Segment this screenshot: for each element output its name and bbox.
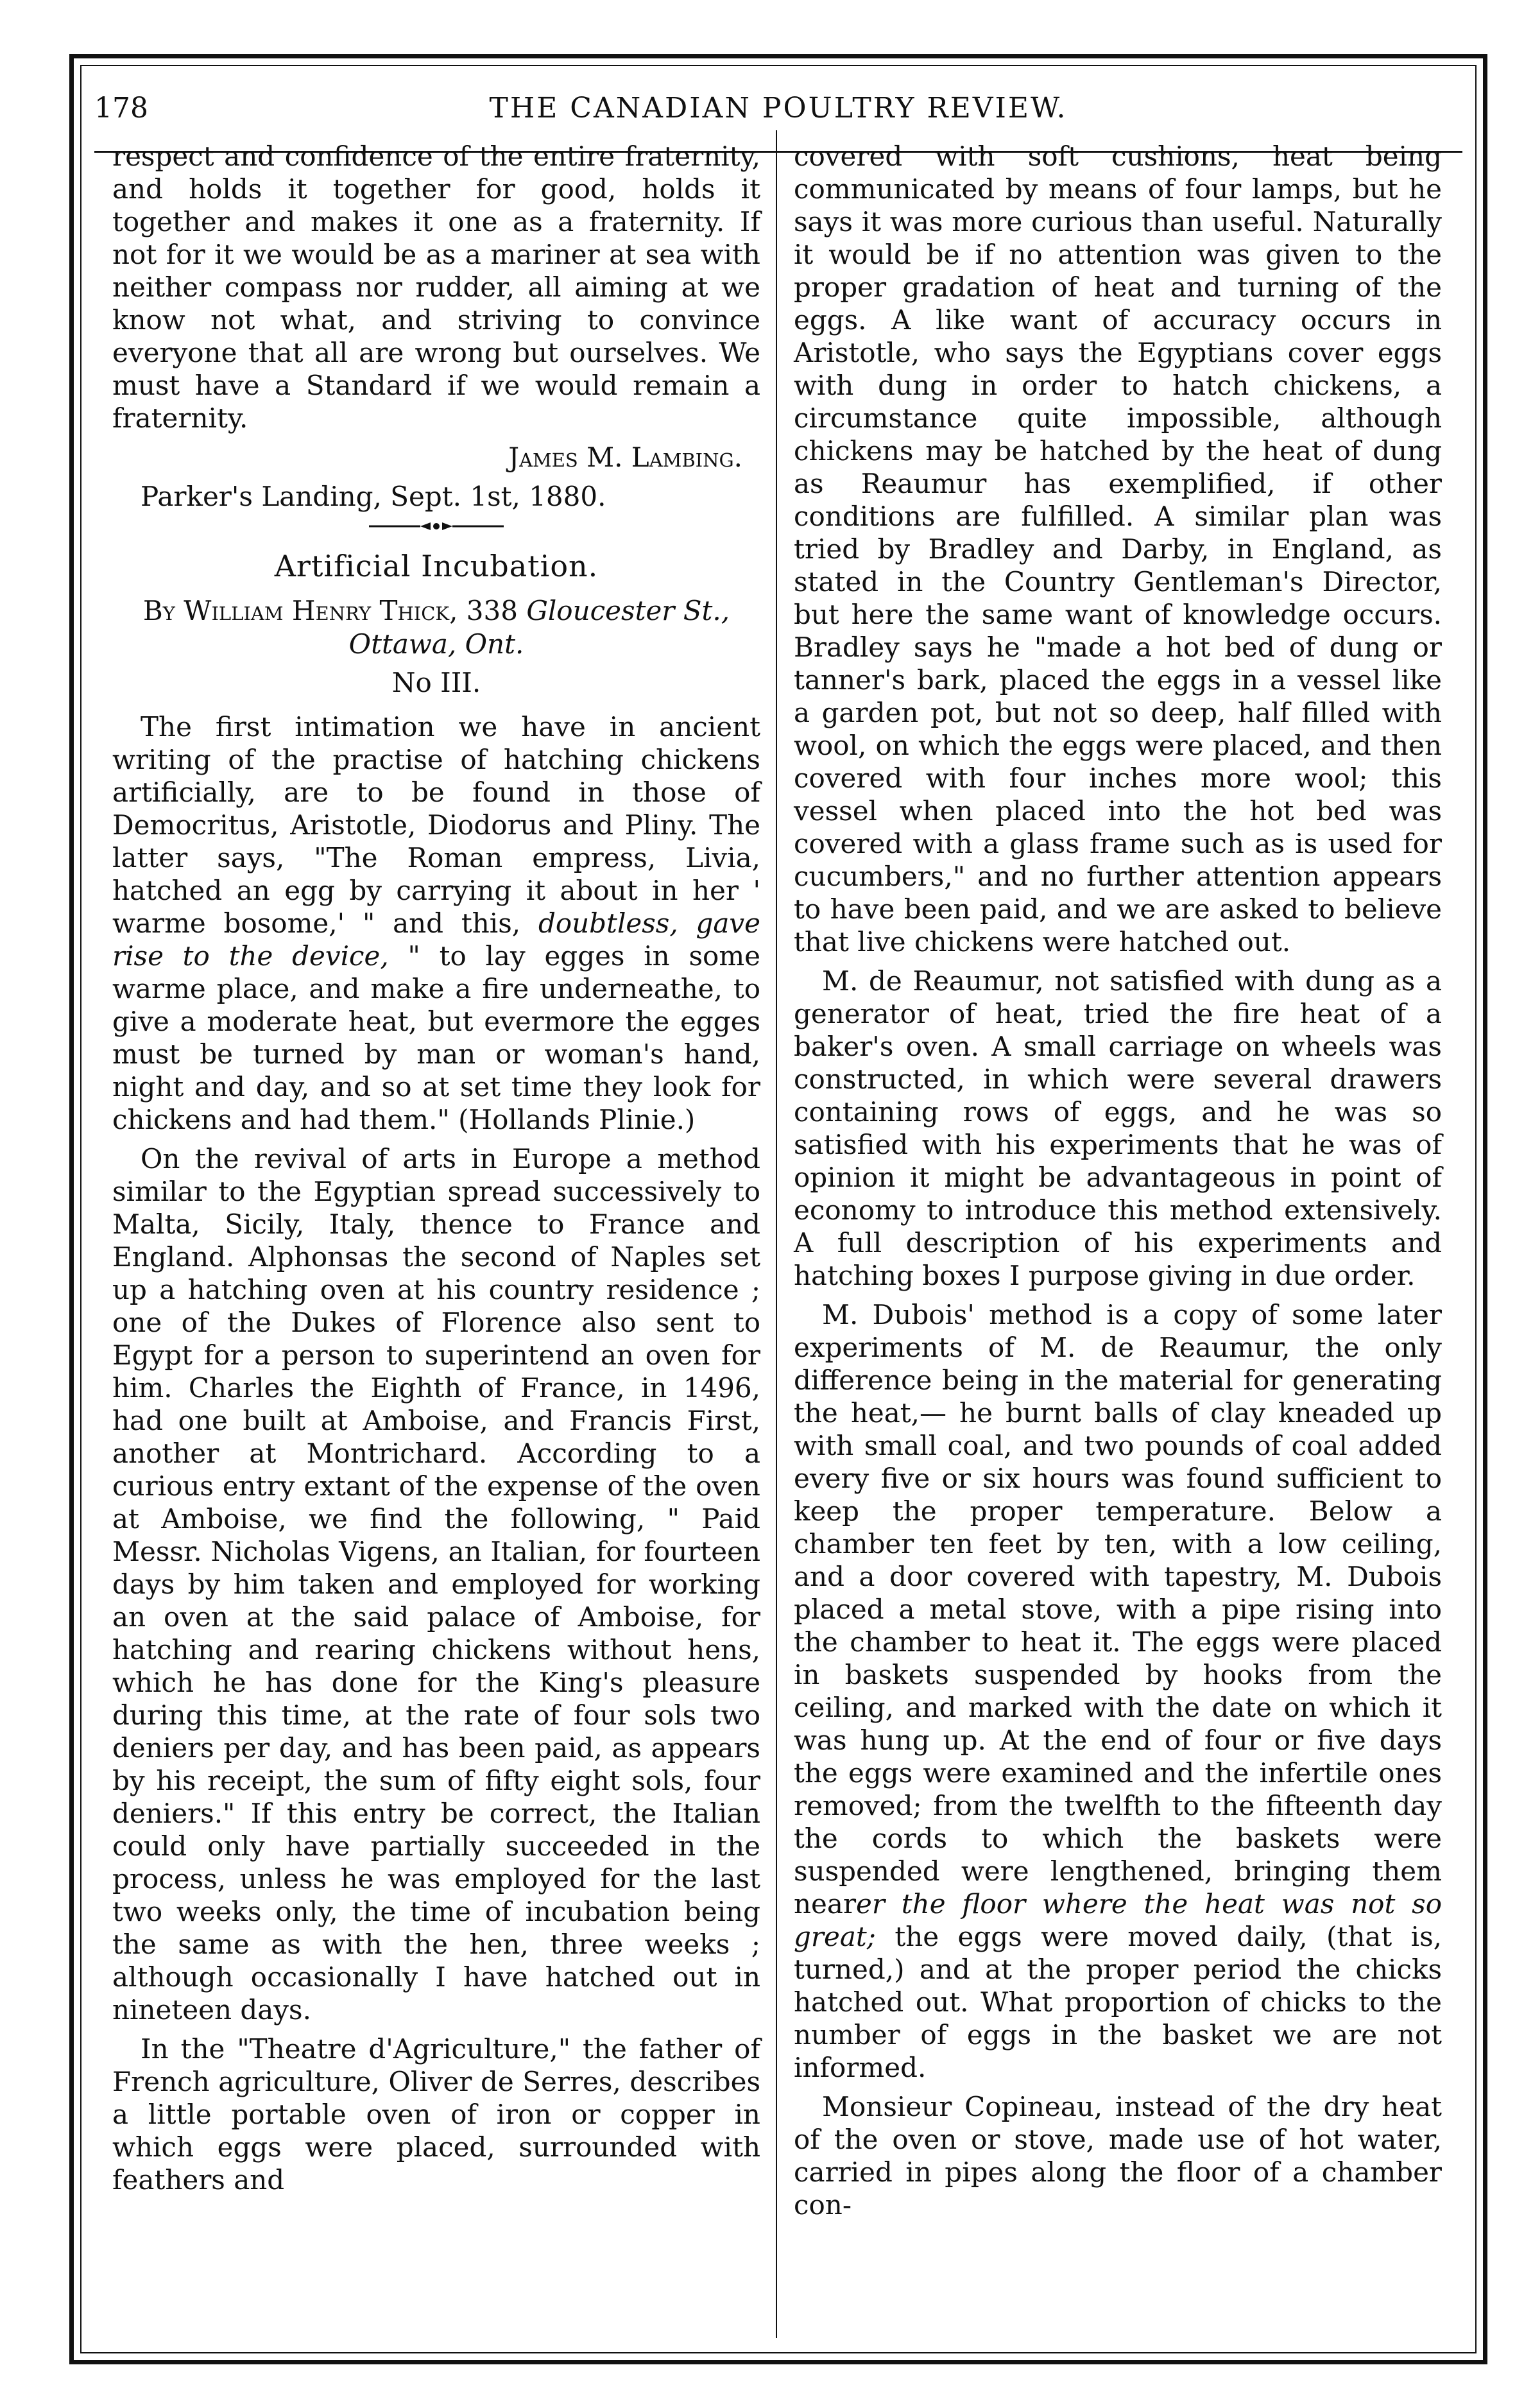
paragraph-2: On the revival of arts in Europe a method similar to the Egyptian spread successively to Malta, Sicily, Italy, thence to France and England. Alphonsas the second of Naples set up a hatching oven at his country residence ; one of the Dukes of Florence also sent to Egypt for a person to superintend an oven for him. Charles the Eighth of France, in 1496, had one built at Amboise, and Francis First, another at Montrichard. According to a curious entry extant of the expense of the oven at Amboise, we find the following, " Paid Messr. Nicholas Vigens, an Italian, for fourteen days by him taken and employed for working an oven at the said palace of Amboise, for hatching and rearing chickens without hens, which he has done for the King's pleasure during this time, at the rate of four sols two deniers per day, and has been paid, as appears by his receipt, the sum of fifty eight sols, four deniers." If this entry be correct, the Italian could only have partially succeeded in the process, unless he was employed for the last two weeks only, the time of incubation being the same as with the hen, three weeks ; although occasionally I have hatched out in nineteen days.: [112, 1143, 760, 2025]
paragraph-1: [112, 710, 760, 1136]
page-header: [94, 92, 1462, 143]
page-number: 178: [94, 92, 148, 125]
left-column: [112, 140, 760, 2203]
byline-address: Gloucester St., Ottawa, Ont.: [348, 595, 730, 660]
paragraph-continuation-right: covered with soft cushions, heat being communicated by means of four lamps, but he says it was more curious than useful. Naturally it would be if no attention was given to the proper gradation of heat and turning of the eggs. A like want of accuracy occurs in Aristotle, who says the Egyptians cover eggs with dung in order to hatch chickens, a circumstance quite impossible, although chickens may be hatched by the heat of dung as Reaumur has exemplified, if other conditions are fulfilled. A similar plan was tried by Bradley and Darby, in England, as stated in the Country Gentleman's Director, but here the same want of knowledge occurs. Bradley says he "made a hot bed of dung or tanner's bark, placed the eggs in a vessel like a garden pot, but not so deep, half filled with wool, on which the eggs were placed, and then covered with four inches more wool; this vessel when placed into the hot bed was covered with a glass frame such as is used for cucumbers," and no further attention appears to have been paid, and we are asked to believe that live chickens were hatched out.: [794, 141, 1442, 958]
paragraph-dubois-italic: er the floor where the heat was not so great;: [794, 1888, 1442, 1952]
paragraph-dubois: [794, 1298, 1442, 2084]
paragraph-1-text-a: The first intimation we have in ancient writing of the practise of hatching chickens artificially, are to be found in those of Democritus, Aristotle, Diodorus and Pliny. The latter says, "The Roman empress, Livia, hatched an egg by carrying it about in her ' warme bosome,' " and this,: [112, 711, 760, 939]
page-border: [69, 54, 1487, 2364]
column-divider: [776, 130, 777, 2338]
article-title: Artificial Incubation.: [274, 549, 599, 583]
paragraph-dubois-text-a: M. Dubois' method is a copy of some later experiments of M. de Reaumur, the only difference being in the material for generating the heat,— he burnt balls of clay kneaded up with small coal, and two pounds of coal added every five or six hours was found sufficient to keep the proper temperature. Below a chamber ten feet by ten, with a low ceiling, and a door covered with tapestry, M. Dubois placed a metal stove, with a pipe rising into the chamber to heat it. The eggs were placed in baskets suspended by hooks from the ceiling, and marked with the date on which it was hung up. At the end of four or five days the eggs were examined and the infertile ones removed; from the twelfth to the fifteenth day the cords to which the baskets were suspended were lengthened, bringing them near: [794, 1299, 1442, 1920]
signature: James M. Lambing.: [508, 442, 742, 473]
paragraph-copineau: Monsieur Copineau, instead of the dry heat of the oven or stove, made use of hot water, carried in pipes along the floor of a chamber con-: [794, 2091, 1442, 2221]
paragraph-1-italic: doubtless, gave rise to the device,: [112, 907, 761, 972]
paragraph-continuation: respect and confidence of the entire fraternity, and holds it together for good, holds it together and makes it one as a fraternity. If not for it we would be as a mariner at sea with neither compass nor rudder, all aiming at we know not what, and striving to convince everyone that all are wrong but ourselves. We must have a Standard if we would remain a fraternity.: [112, 141, 760, 434]
series-number: No III.: [391, 667, 481, 698]
paragraph-dubois-text-b: the eggs were moved daily, (that is, turned,) and at the proper period the chicks hatched out. What proportion of chicks to the number of eggs in the basket we are not informed.: [794, 1921, 1442, 2083]
ornament-divider: [112, 519, 760, 533]
right-column: [794, 140, 1442, 2228]
paragraph-reaumur: M. de Reaumur, not satisfied with dung as a generator of heat, tried the fire heat of a baker's oven. A small carriage on wheels was constructed, in which were several drawers containing rows of eggs, and he was so satisfied with his experiments that he was of opinion it might be advantageous in point of economy to introduce this method extensively. A full description of his experiments and hatching boxes I purpose giving in due order.: [794, 965, 1442, 1291]
dateline: Parker's Landing, Sept. 1st, 1880.: [141, 481, 606, 512]
byline-author: By William Henry Thick, 338: [142, 595, 527, 626]
journal-title: THE CANADIAN POULTRY REVIEW.: [489, 92, 1068, 125]
byline: [112, 594, 760, 661]
ornament-rule-icon: [369, 519, 504, 533]
paragraph-3: In the "Theatre d'Agriculture," the father of French agriculture, Oliver de Serres, describes a little portable oven of iron or copper in which eggs were placed, surrounded with feathers and: [112, 2033, 760, 2196]
page-inner-border: [80, 65, 1477, 2353]
paragraph-1-text-b: " to lay egges in some warme place, and make a fire underneathe, to give a moderate heat, but evermore the egges must be turned by man or woman's hand, night and day, and so at set time they look for chickens and had them." (Hollands Plinie.): [112, 940, 760, 1135]
